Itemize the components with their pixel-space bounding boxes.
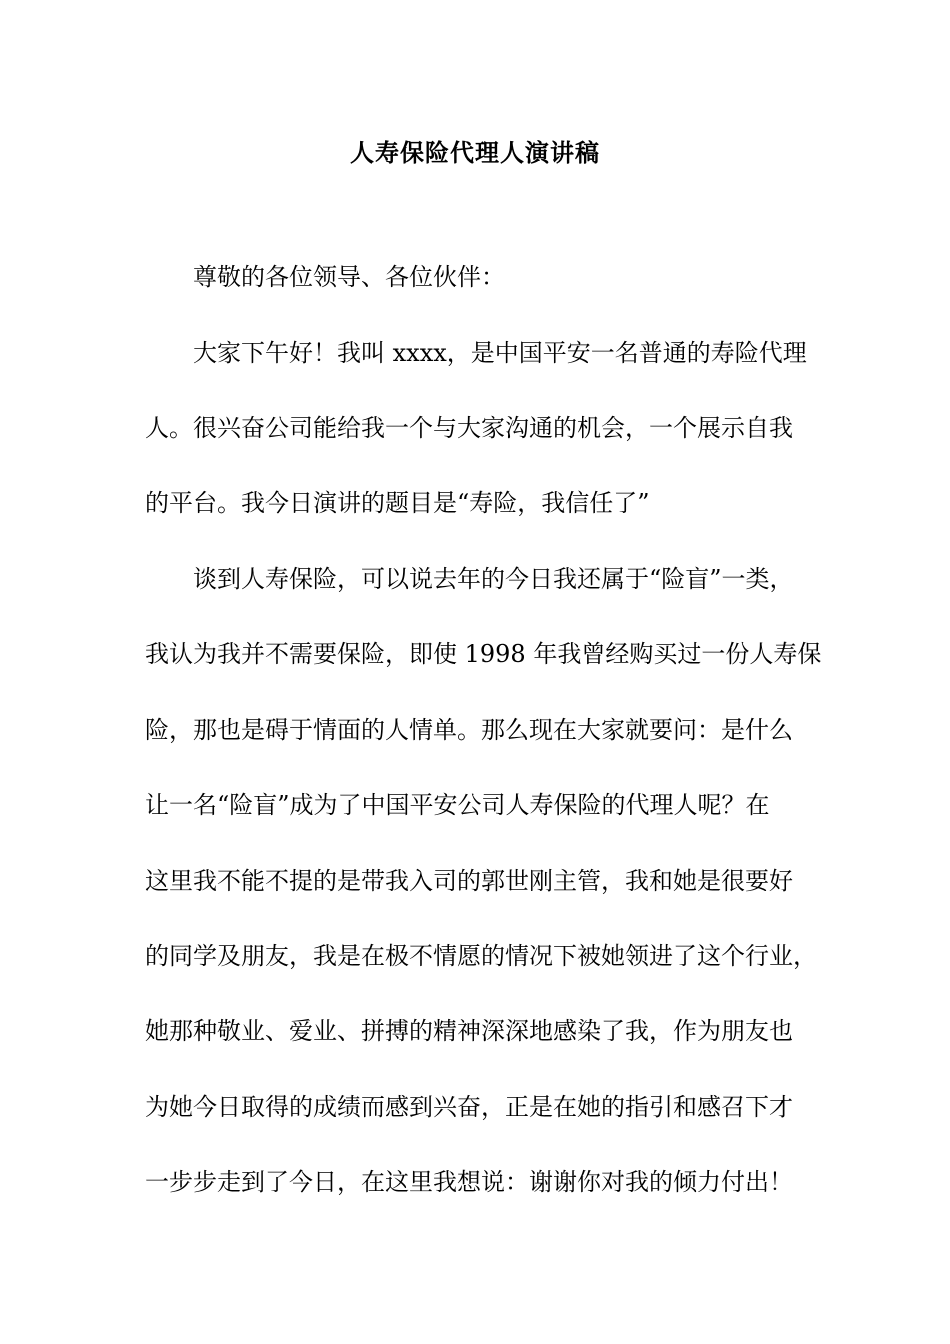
paragraph-2-line-1: 谈到人寿保险，可以说去年的今日我还属于“险盲”一类，: [193, 565, 794, 593]
paragraph-2-line-7: 她那种敬业、爱业、拼搏的精神深深地感染了我，作为朋友也: [145, 1017, 793, 1045]
paragraph-2-line-6: 的同学及朋友，我是在极不情愿的情况下被她领进了这个行业，: [145, 942, 817, 970]
salutation-line: 尊敬的各位领导、各位伙伴：: [193, 263, 505, 291]
paragraph-1-line-3: 的平台。我今日演讲的题目是“寿险，我信任了”: [145, 489, 650, 517]
paragraph-2-line-5: 这里我不能不提的是带我入司的郭世刚主管，我和她是很要好: [145, 867, 793, 895]
paragraph-2-line-4: 让一名“险盲”成为了中国平安公司人寿保险的代理人呢？在: [145, 791, 770, 819]
document-title: 人寿保险代理人演讲稿: [350, 138, 600, 167]
paragraph-2-line-2: 我认为我并不需要保险，即使 1998 年我曾经购买过一份人寿保: [145, 640, 822, 668]
paragraph-2-line-3: 险，那也是碍于情面的人情单。那么现在大家就要问：是什么: [145, 716, 793, 744]
paragraph-2-line-8: 为她今日取得的成绩而感到兴奋，正是在她的指引和感召下才: [145, 1093, 793, 1121]
paragraph-1-line-2: 人。很兴奋公司能给我一个与大家沟通的机会，一个展示自我: [145, 414, 793, 442]
paragraph-1-line-1: 大家下午好！我叫 xxxx，是中国平安一名普通的寿险代理: [193, 339, 807, 367]
paragraph-2-line-9: 一步步走到了今日，在这里我想说：谢谢你对我的倾力付出！: [145, 1168, 793, 1196]
